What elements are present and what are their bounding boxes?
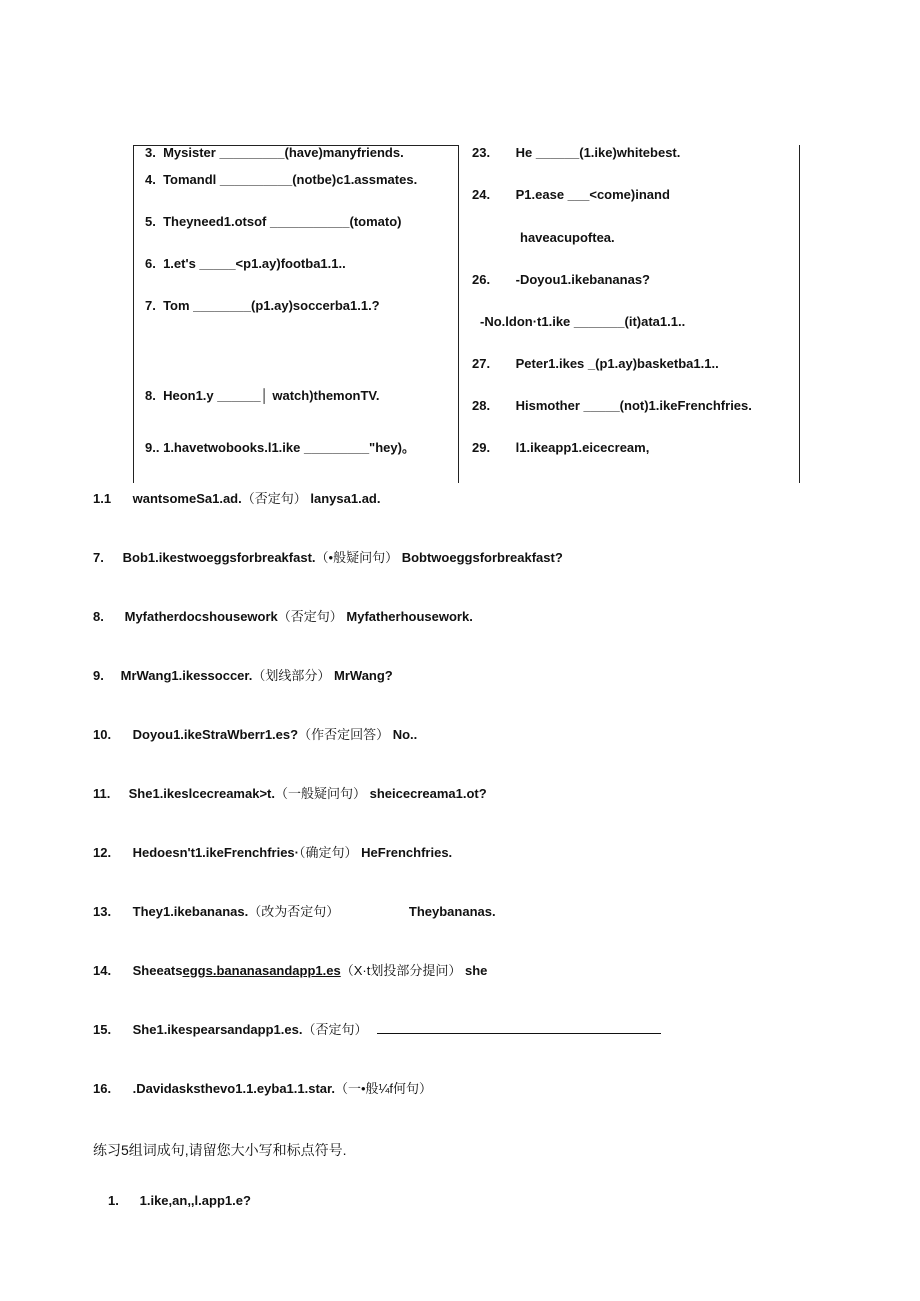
question-text: Peter1.ikes _(p1.ay)basketba1.1.. (515, 356, 719, 371)
item-number: 16. (93, 1081, 112, 1096)
table-left-border (133, 145, 134, 483)
item-answer-stub: MrWang? (334, 668, 393, 683)
item-instruction: （划线部分） (252, 668, 331, 683)
question-number: 27. (472, 356, 491, 371)
question-text: 1.et's _____<p1.ay)footba1.1.. (163, 256, 346, 271)
transform-item (93, 550, 563, 566)
item-answer-stub: lanysa1.ad. (310, 491, 381, 506)
table-right-border (799, 145, 800, 483)
transform-item (93, 904, 496, 920)
question-24 (472, 187, 670, 203)
item-answer-stub: Myfatherhousework. (346, 609, 473, 624)
question-23 (472, 145, 680, 161)
item-sentence: Sheeats (132, 963, 183, 978)
item-instruction: （作否定回答） (298, 727, 390, 742)
item-sentence: Myfatherdocshousework (124, 609, 278, 624)
question-text: -No.ldon·t1.ike _______(it)ata1.1.. (480, 314, 686, 329)
question-number: 26. (472, 272, 491, 287)
item-number: 12. (93, 845, 112, 860)
item-sentence: wantsomeSa1.ad. (132, 491, 242, 506)
item-instruction: （改为否定句） (248, 904, 340, 919)
item-instruction: （否定句） (277, 609, 343, 624)
question-text: -Doyou1.ikebananas? (515, 272, 650, 287)
question-number: 28. (472, 398, 491, 413)
question-3 (145, 145, 404, 161)
question-26 (472, 272, 650, 288)
item-instruction: （确定句） (299, 845, 358, 860)
table-middle-border (458, 145, 459, 483)
item-sentence: She1.ikespearsandapp1.es. (132, 1022, 303, 1037)
item-number: 9. (93, 668, 104, 683)
item-answer-stub: sheicecreama1.ot? (369, 786, 487, 801)
item-instruction: （否定句） (241, 491, 307, 506)
item-instruction: （X·t划投部分提问） (340, 963, 462, 978)
exercise-5-item (108, 1193, 251, 1209)
question-28 (472, 398, 752, 414)
item-number: 8. (93, 609, 104, 624)
question-text: Heon1.y ______│ watch)themonTV. (163, 388, 380, 403)
question-26-answer (480, 314, 685, 330)
item-number: 15. (93, 1022, 112, 1037)
item-instruction: （一般疑问句） (274, 786, 366, 801)
item-answer-stub: Bobtwoeggsforbreakfast? (401, 550, 563, 565)
question-number: 9.. (145, 440, 160, 455)
item-number: 11. (93, 786, 111, 801)
item-sentence: She1.ikeslcecreamak>t. (128, 786, 275, 801)
transform-item (93, 668, 393, 684)
question-7 (145, 298, 380, 314)
item-instruction: （一•般¼f何句） (334, 1081, 432, 1096)
exercise-5-heading: 练习5组词成句,请留您大小写和标点符号. (93, 1142, 347, 1158)
question-number: 29. (472, 440, 491, 455)
item-sentence: Doyou1.ikeStraWberr1.es? (132, 727, 299, 742)
item-sentence: MrWang1.ikessoccer. (120, 668, 253, 683)
item-number: 14. (93, 963, 112, 978)
question-number: 6. (145, 256, 156, 271)
question-24-continued (520, 230, 615, 246)
answer-blank-line[interactable] (377, 1022, 661, 1034)
question-text: 1.havetwobooks.l1.ike _________"hey)。 (163, 440, 415, 455)
item-instruction: （•般疑问句） (315, 550, 399, 565)
question-9 (145, 440, 415, 456)
item-sentence: 1.ike,an,,l.app1.e? (139, 1193, 251, 1208)
question-6 (145, 256, 346, 272)
question-text: Theyneed1.otsof ___________(tomato) (163, 214, 402, 229)
question-number: 24. (472, 187, 491, 202)
item-answer-stub: she (464, 963, 488, 978)
item-number: 1.1 (93, 491, 112, 506)
item-sentence: Hedoesn't1.ikeFrenchfries· (132, 845, 299, 860)
question-number: 3. (145, 145, 156, 160)
item-answer-stub: No.. (392, 727, 418, 742)
item-answer-stub: HeFrenchfries. (361, 845, 453, 860)
transform-item (93, 1081, 432, 1097)
item-underlined-part: eggs.bananasandapp1.es (182, 963, 341, 978)
question-text: Tom ________(p1.ay)soccerba1.1.? (163, 298, 380, 313)
question-text: He ______(1.ike)whitebest. (515, 145, 681, 160)
question-number: 8. (145, 388, 156, 403)
transform-item (93, 491, 380, 507)
item-number: 7. (93, 550, 104, 565)
question-4 (145, 172, 417, 188)
item-number: 1. (108, 1193, 119, 1208)
question-text: Tomandl __________(notbe)c1.assmates. (163, 172, 418, 187)
question-number: 23. (472, 145, 491, 160)
question-27 (472, 356, 719, 372)
transform-item (93, 845, 452, 861)
transform-item (93, 609, 473, 625)
question-number: 5. (145, 214, 156, 229)
transform-item (93, 963, 487, 979)
item-sentence: They1.ikebananas. (132, 904, 249, 919)
transform-item (93, 727, 417, 743)
item-answer-stub: Theybananas. (408, 904, 496, 919)
item-number: 10. (93, 727, 112, 742)
question-29 (472, 440, 649, 456)
transform-item (93, 1022, 661, 1038)
item-number: 13. (93, 904, 112, 919)
item-instruction: （否定句） (302, 1022, 368, 1037)
question-number: 4. (145, 172, 156, 187)
question-5 (145, 214, 402, 230)
question-text: Hismother _____(not)1.ikeFrenchfries. (515, 398, 752, 413)
question-8 (145, 388, 380, 404)
question-number: 7. (145, 298, 156, 313)
question-text: P1.ease ___<come)inand (515, 187, 670, 202)
question-text: Mysister _________(have)manyfriends. (163, 145, 404, 160)
item-sentence: Bob1.ikestwoeggsforbreakfast. (122, 550, 316, 565)
question-text: haveacupoftea. (520, 230, 615, 245)
item-sentence: .Davidasksthevo1.1.eyba1.1.star. (132, 1081, 335, 1096)
transform-item (93, 786, 487, 802)
question-text: l1.ikeapp1.eicecream, (515, 440, 650, 455)
